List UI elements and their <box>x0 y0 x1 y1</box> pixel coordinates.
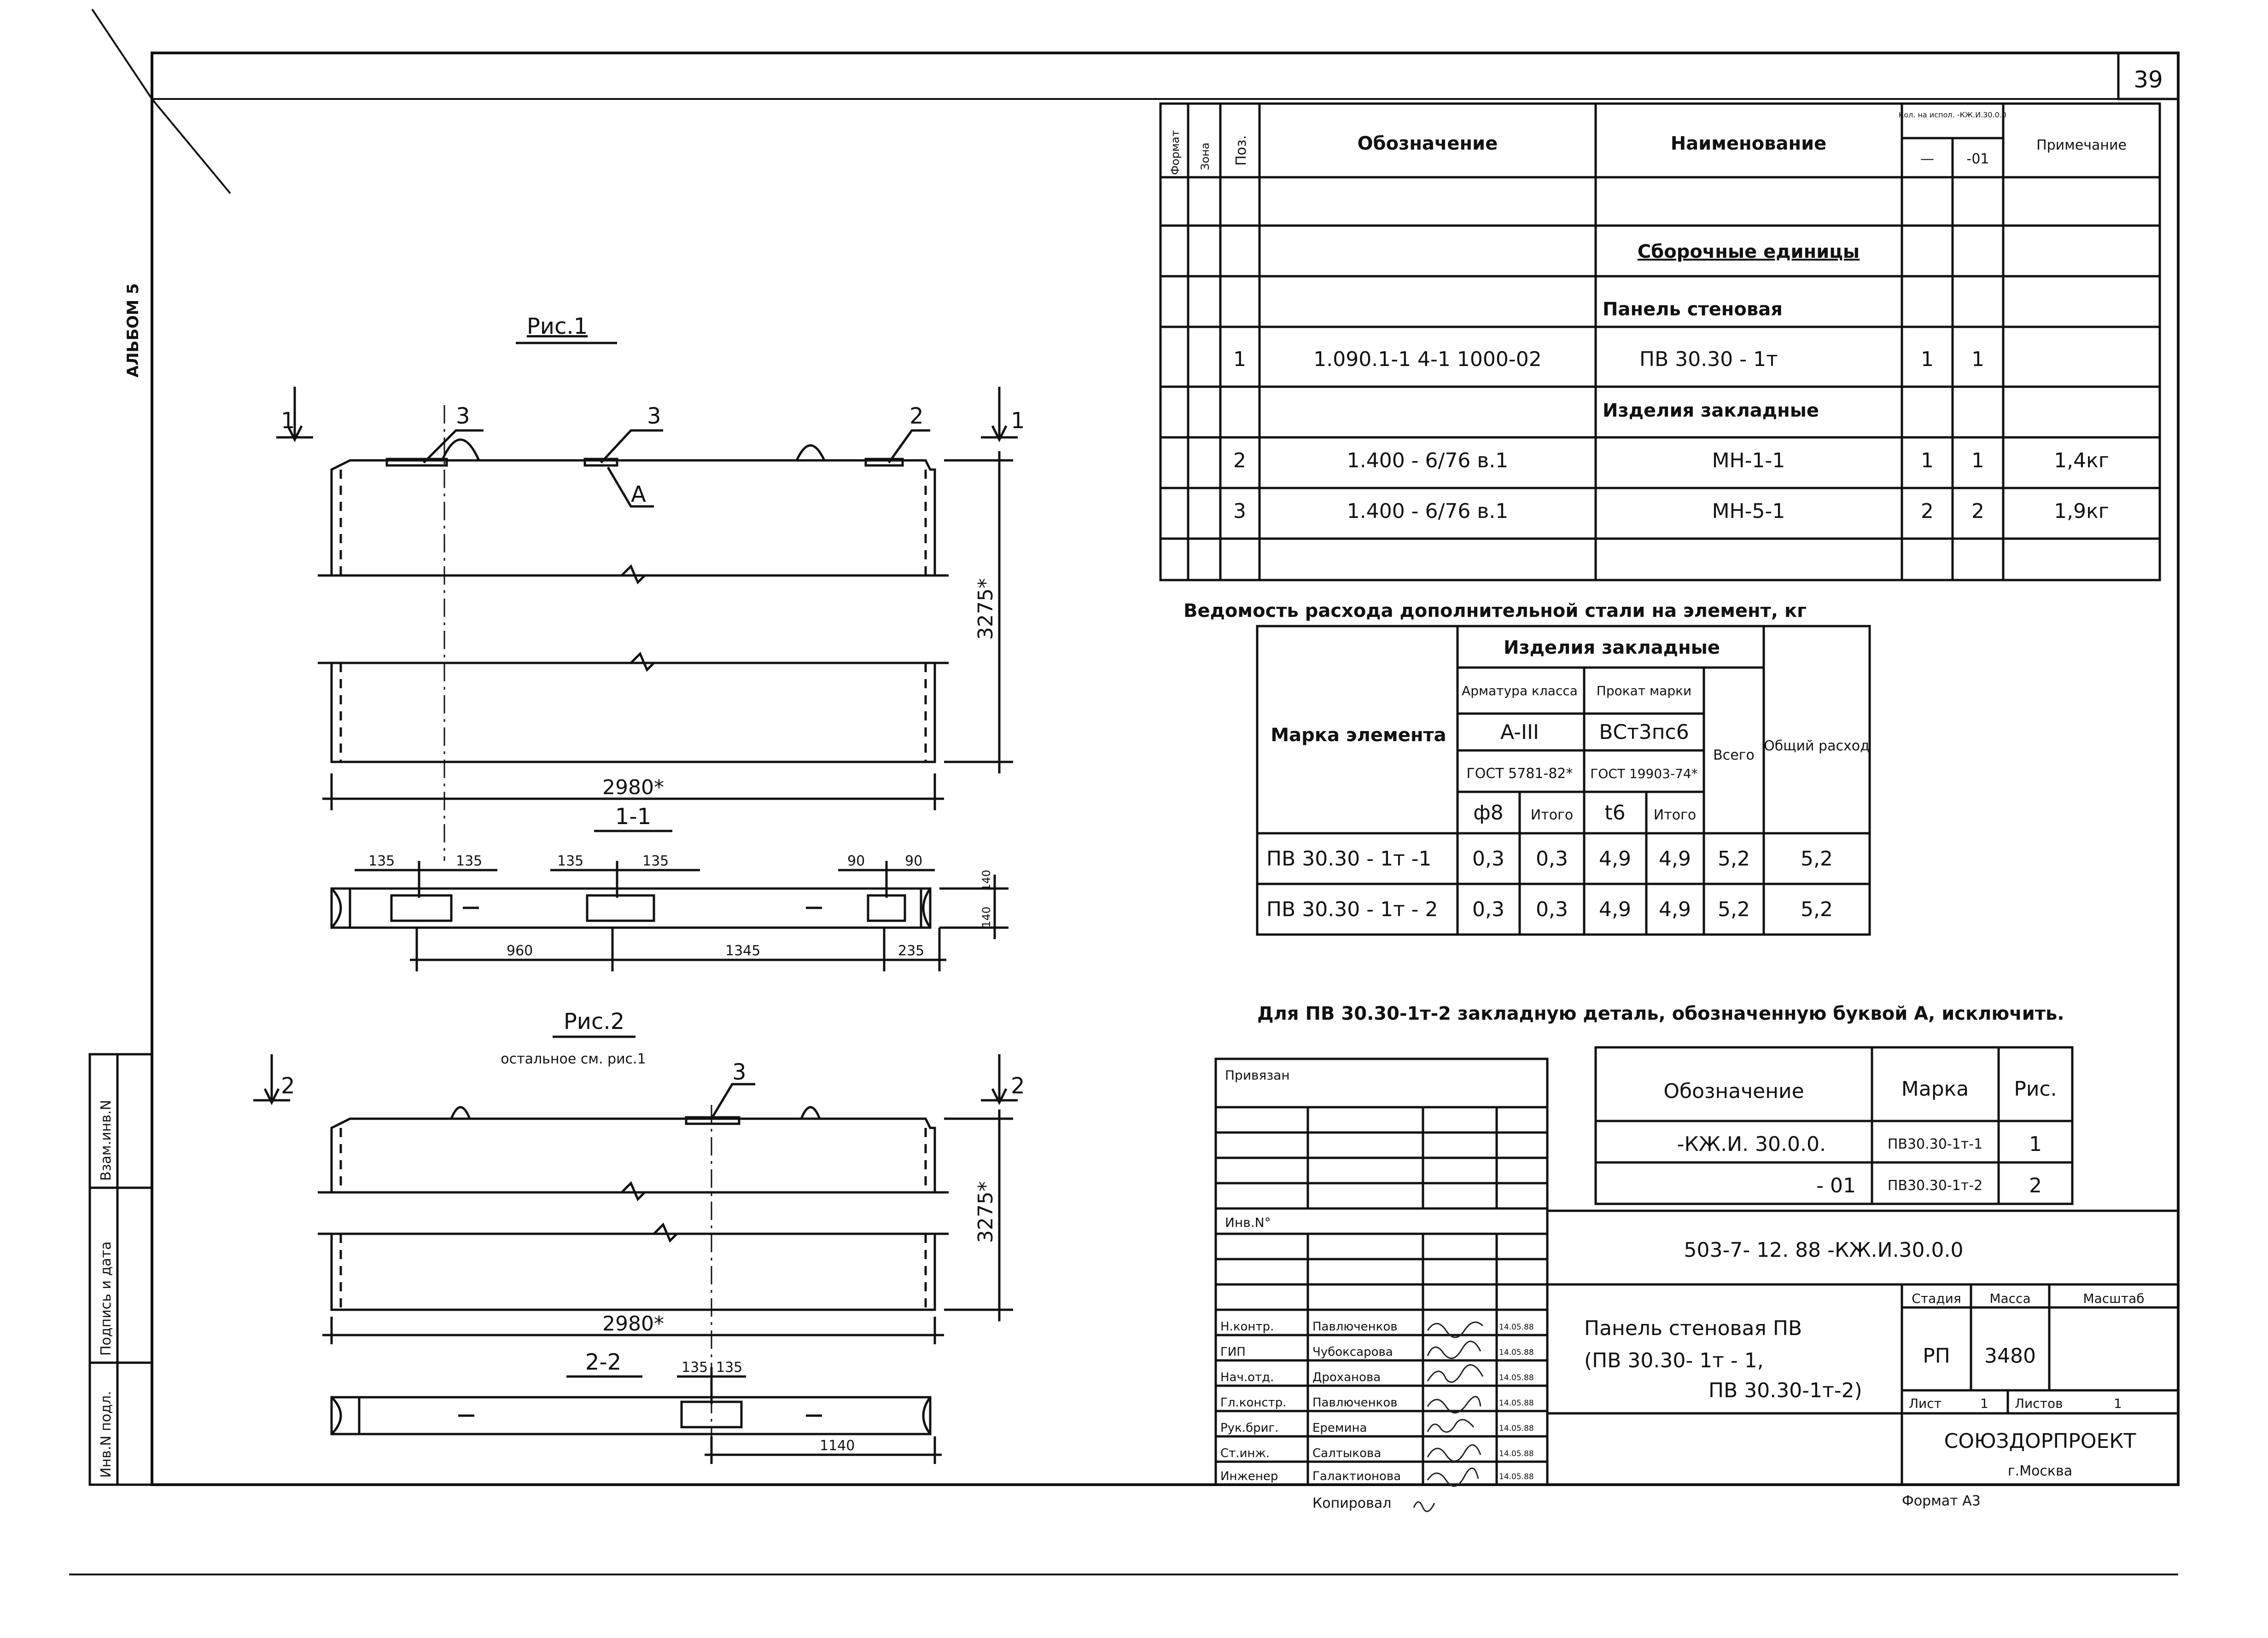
tb-format: Формат А3 <box>1902 1493 1981 1509</box>
album-label: АЛЬБОМ 5 <box>124 283 142 378</box>
spec-row2-qb: 1 <box>1971 449 1984 472</box>
stamp-signature-date: Подпись и дата <box>98 1241 114 1356</box>
sec1-dim-4: 135 <box>642 853 669 869</box>
spec-row3-qa: 2 <box>1921 500 1934 523</box>
figure-1 <box>276 314 1025 971</box>
steel-h-rebar: Арматура класса <box>1462 683 1578 698</box>
spec-h-note: Примечание <box>2036 137 2127 153</box>
steel-row1-all: 5,2 <box>1718 847 1750 871</box>
steel-row1-t2: 4,9 <box>1659 847 1691 871</box>
tb-refs-label: Привязан <box>1225 1068 1290 1083</box>
fig2-note: остальное см. рис.1 <box>501 1051 646 1067</box>
fig1-height-dim: 3275* <box>974 578 997 640</box>
tb-date-6: 14.05.88 <box>1499 1449 1534 1458</box>
tb-scale-label: Масштаб <box>2083 1291 2145 1306</box>
spec-row1-qb: 1 <box>1971 348 1984 371</box>
tb-code: 503-7- 12. 88 -КЖ.И.30.0.0 <box>1684 1238 1964 1262</box>
steel-rebar-class: A-III <box>1500 720 1539 744</box>
spec-row2-note: 1,4кг <box>2054 449 2109 472</box>
spec-panel-title: Панель стеновая <box>1603 299 1783 320</box>
steel-h-rolled: Прокат марки <box>1596 683 1692 698</box>
sec1-dim-1: 135 <box>368 853 395 869</box>
steel-row2-gen: 5,2 <box>1801 898 1833 921</box>
fig2-height-dim: 3275* <box>974 1181 997 1243</box>
fig1-width-dim: 2980* <box>602 776 664 799</box>
steel-row2-t1: 0,3 <box>1536 898 1568 921</box>
tb-date-4: 14.05.88 <box>1499 1399 1534 1408</box>
steel-row2-t2: 4,9 <box>1659 898 1691 921</box>
tb-name-5: Еремина <box>1312 1421 1367 1435</box>
spec-h-pos: Поз. <box>1233 135 1249 166</box>
spec-row3-qb: 2 <box>1971 500 1984 523</box>
sec1-dim-8: 1345 <box>725 943 761 959</box>
spec-h-qty-a: — <box>1920 151 1934 167</box>
marks-row2-fig: 2 <box>2029 1174 2042 1197</box>
steel-h-t6: t6 <box>1604 801 1626 825</box>
marks-table <box>1596 1047 2072 1204</box>
tb-title-3: ПВ 30.30-1т-2) <box>1708 1379 1862 1402</box>
tb-stage-label: Стадия <box>1912 1291 1961 1306</box>
fig1-callout-3a: 3 <box>456 403 470 429</box>
marks-row2-mark: ПВ30.30-1т-2 <box>1887 1178 1983 1194</box>
tb-mass: 3480 <box>1984 1344 2036 1368</box>
tb-role-7: Инженер <box>1220 1470 1278 1483</box>
fig1-title: Рис.1 <box>526 314 588 339</box>
steel-row1-gen: 5,2 <box>1801 847 1833 871</box>
fig1-callout-2: 2 <box>910 403 924 429</box>
spec-row2-pos: 2 <box>1233 449 1246 472</box>
steel-row1-d8: 0,3 <box>1472 847 1504 871</box>
spec-row1-name: ПВ 30.30 - 1т <box>1639 348 1778 371</box>
spec-h-format: Формат <box>1169 130 1182 175</box>
tb-mass-label: Масса <box>1989 1291 2031 1306</box>
marks-row1-mark: ПВ30.30-1т-1 <box>1887 1136 1983 1152</box>
cut2-left: 2 <box>281 1073 295 1099</box>
tb-role-4: Гл.констр. <box>1220 1396 1287 1410</box>
tb-sheets-val: 1 <box>2114 1396 2122 1411</box>
cut1-right: 1 <box>1011 408 1025 434</box>
tb-date-3: 14.05.88 <box>1499 1373 1534 1382</box>
tb-people <box>1220 1320 1534 1483</box>
sheet-frame <box>152 53 2178 1485</box>
tb-name-2: Чубоксарова <box>1312 1345 1393 1359</box>
steel-rolled-gost: ГОСТ 19903-74* <box>1590 766 1698 781</box>
tb-sheet-label: Лист <box>1909 1396 1942 1411</box>
sec1-dim-7: 960 <box>507 943 533 959</box>
spec-row2-designation: 1.400 - 6/76 в.1 <box>1347 449 1509 472</box>
tb-role-6: Ст.инж. <box>1220 1446 1270 1460</box>
fig2-callout-3: 3 <box>732 1059 746 1085</box>
tb-date-2: 14.05.88 <box>1499 1348 1534 1357</box>
section-2-title: 2-2 <box>585 1349 622 1375</box>
tb-role-3: Нач.отд. <box>1220 1371 1274 1384</box>
stamp-inv-orig: Инв.N подл. <box>98 1391 114 1478</box>
tb-role-1: Н.контр. <box>1220 1320 1274 1334</box>
steel-h-general: Общий расход <box>1764 738 1870 754</box>
left-stamp <box>90 1054 152 1485</box>
tb-copied: Копировал <box>1312 1495 1392 1511</box>
steel-row1-t1: 0,3 <box>1536 847 1568 871</box>
spec-row1-designation: 1.090.1-1 4-1 1000-02 <box>1313 348 1542 371</box>
spec-row3-name: МН-5-1 <box>1712 500 1785 523</box>
tb-date-5: 14.05.88 <box>1499 1424 1534 1433</box>
sec1-dim-6: 90 <box>905 853 923 869</box>
marks-h-fig: Рис. <box>2014 1077 2057 1101</box>
marks-row1-fig: 1 <box>2029 1133 2042 1156</box>
tb-inv-label: Инв.N° <box>1225 1215 1271 1230</box>
exclusion-note: Для ПВ 30.30-1т-2 закладную деталь, обозначенную буквой А, исключить. <box>1257 1003 2064 1024</box>
sec2-dim-2: 135 <box>716 1359 743 1376</box>
steel-row1-mark: ПВ 30.30 - 1т -1 <box>1266 847 1432 871</box>
cut1-left: 1 <box>281 408 295 434</box>
tb-city: г.Москва <box>2007 1463 2073 1479</box>
steel-h-mark: Марка элемента <box>1271 725 1446 746</box>
steel-h-embedded: Изделия закладные <box>1504 637 1720 658</box>
tb-role-5: Рук.бриг. <box>1220 1421 1279 1435</box>
marks-h-mark: Марка <box>1901 1077 1969 1101</box>
marks-h-designation: Обозначение <box>1663 1080 1804 1103</box>
tb-name-7: Галактионова <box>1312 1470 1401 1483</box>
tb-org: СОЮЗДОРПРОЕКТ <box>1944 1429 2136 1453</box>
tb-title-2: (ПВ 30.30- 1т - 1, <box>1584 1349 1764 1372</box>
tb-name-6: Салтыкова <box>1312 1446 1382 1460</box>
steel-row2-t6: 4,9 <box>1599 898 1631 921</box>
spec-row3-note: 1,9кг <box>2054 500 2109 523</box>
spec-row1-pos: 1 <box>1233 348 1246 371</box>
fig1-callout-3b: 3 <box>647 403 661 429</box>
fig1-callout-a: A <box>631 482 646 507</box>
steel-h-d8: ф8 <box>1473 801 1504 825</box>
spec-row1-qa: 1 <box>1921 348 1934 371</box>
stamp-inv-replace: Взам.инв.N <box>98 1100 114 1181</box>
steel-row2-d8: 0,3 <box>1472 898 1504 921</box>
fig2-width-dim: 2980* <box>602 1312 664 1336</box>
spec-h-name: Наименование <box>1670 133 1827 154</box>
spec-row2-name: МН-1-1 <box>1712 449 1785 472</box>
marks-row2-designation: - 01 <box>1816 1174 1856 1197</box>
cut2-right: 2 <box>1011 1073 1025 1099</box>
marks-row1-designation: -КЖ.И. 30.0.0. <box>1677 1133 1826 1156</box>
tb-sheet-val: 1 <box>1980 1396 1988 1411</box>
spec-h-qty-b: -01 <box>1966 151 1989 167</box>
sec1-dim-11: 140 <box>980 906 993 928</box>
title-block <box>1216 1059 2178 1511</box>
steel-rebar-gost: ГОСТ 5781-82* <box>1466 766 1573 782</box>
tb-date-1: 14.05.88 <box>1499 1323 1534 1332</box>
spec-table <box>1160 104 2160 580</box>
steel-row2-mark: ПВ 30.30 - 1т - 2 <box>1266 898 1438 921</box>
spec-row3-pos: 3 <box>1233 500 1246 523</box>
tb-role-2: ГИП <box>1220 1345 1246 1359</box>
sec1-dim-9: 235 <box>898 943 925 959</box>
steel-h-total2: Итого <box>1653 807 1697 823</box>
tb-name-4: Павлюченков <box>1312 1396 1398 1410</box>
spec-section-embedded: Изделия закладные <box>1603 400 1819 421</box>
section-1-title: 1-1 <box>615 804 652 830</box>
steel-table <box>1184 600 1870 935</box>
tb-name-1: Павлюченков <box>1312 1320 1398 1334</box>
spec-h-designation: Обозначение <box>1357 133 1498 154</box>
steel-rolled-grade: ВСт3пс6 <box>1599 720 1689 744</box>
tb-sheets-label: Листов <box>2015 1396 2063 1411</box>
spec-row2-qa: 1 <box>1921 449 1934 472</box>
sec1-dim-5: 90 <box>847 853 865 869</box>
steel-h-total1: Итого <box>1530 807 1574 823</box>
sec1-dim-10: 140 <box>980 870 993 891</box>
spec-section-assembly: Сборочные единицы <box>1637 241 1860 262</box>
steel-h-all: Всего <box>1713 747 1755 763</box>
spec-h-qty: Кол. на испол. -КЖ.И.30.0.0 <box>1898 110 2007 119</box>
spec-h-zone: Зона <box>1199 142 1212 170</box>
tb-name-3: Дроханова <box>1312 1371 1381 1384</box>
sec2-dim-3: 1140 <box>820 1438 855 1454</box>
fig2-title: Рис.2 <box>563 1009 625 1034</box>
steel-row1-t6: 4,9 <box>1599 847 1631 871</box>
sheet-number: 39 <box>2134 66 2163 93</box>
spec-row3-designation: 1.400 - 6/76 в.1 <box>1347 500 1509 523</box>
sec2-dim-1: 135 <box>682 1359 708 1376</box>
tb-stage: РП <box>1923 1344 1950 1368</box>
steel-row2-all: 5,2 <box>1718 898 1750 921</box>
figure-2 <box>253 1009 1025 1464</box>
steel-title: Ведомость расхода дополнительной стали на элемент, кг <box>1184 600 1807 622</box>
tb-date-7: 14.05.88 <box>1499 1472 1534 1481</box>
sec1-dim-3: 135 <box>557 853 584 869</box>
tb-title-1: Панель стеновая ПВ <box>1584 1317 1802 1340</box>
sec1-dim-2: 135 <box>456 853 483 869</box>
